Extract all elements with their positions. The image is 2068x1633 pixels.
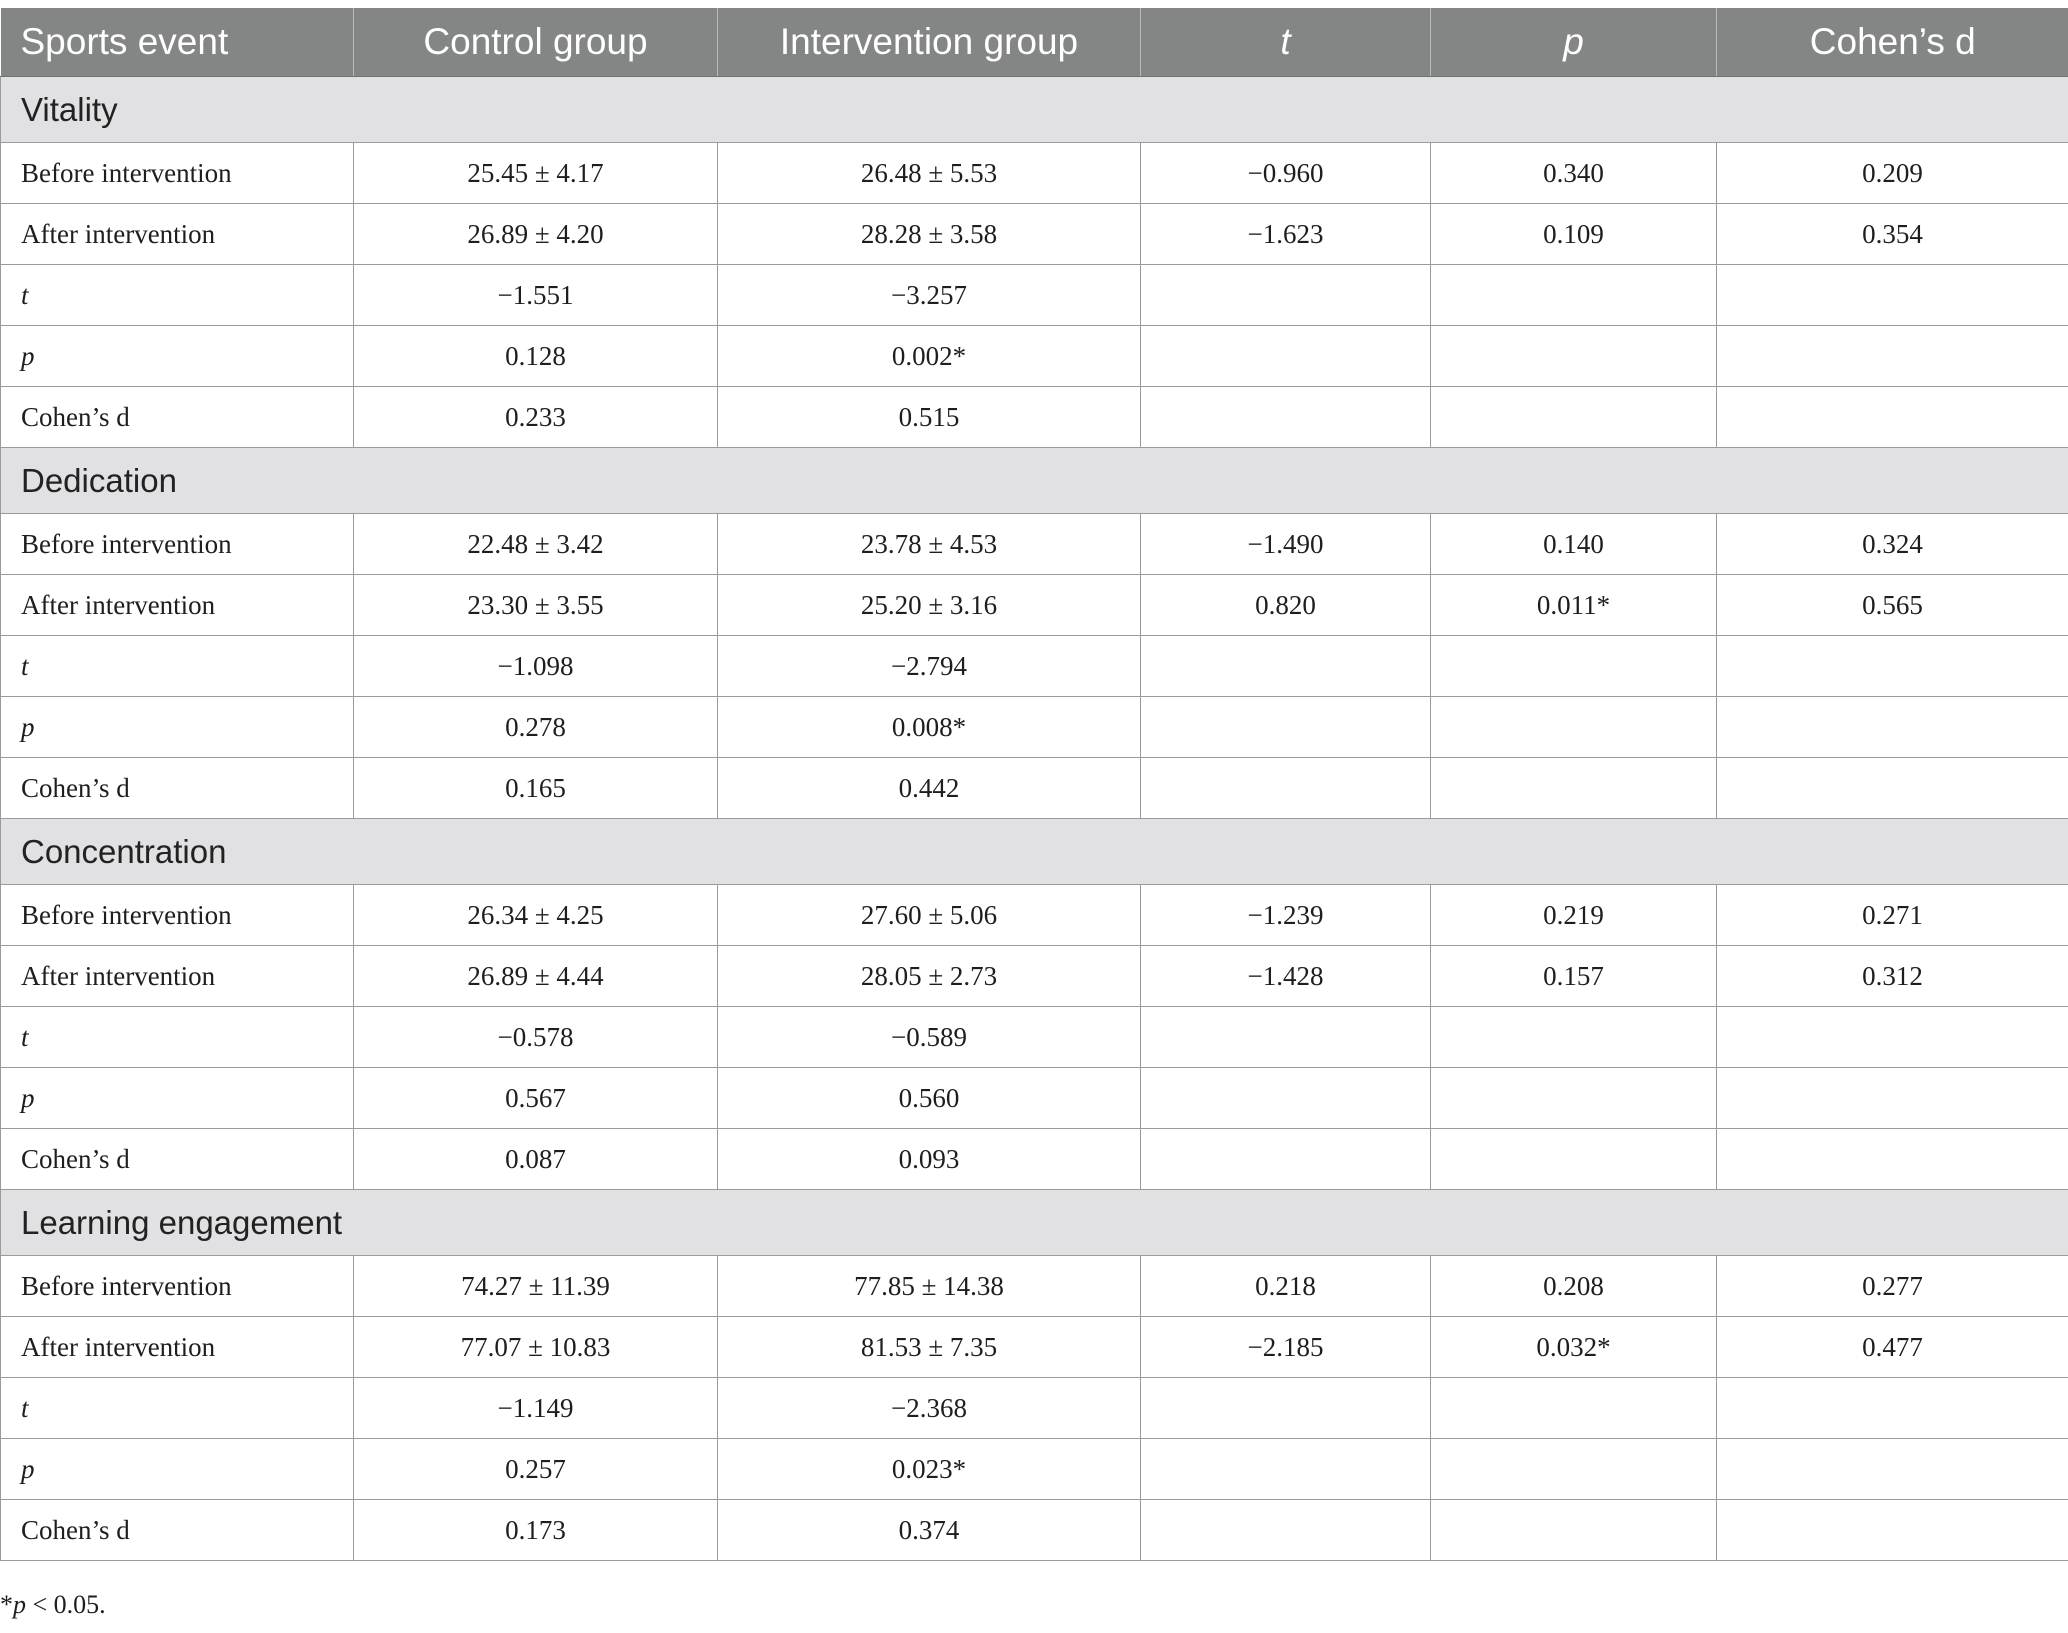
row-label: After intervention xyxy=(1,1317,354,1378)
t-cell: −1.490 xyxy=(1141,514,1431,575)
row-label: Before intervention xyxy=(1,885,354,946)
t-cell: 0.218 xyxy=(1141,1256,1431,1317)
intervention-cell: 0.442 xyxy=(718,758,1141,819)
t-cell xyxy=(1141,1129,1431,1190)
header-control-group: Control group xyxy=(354,8,718,77)
table-row xyxy=(1,697,2068,758)
table-row xyxy=(1,1256,2068,1317)
row-label: t xyxy=(1,1378,354,1439)
results-table xyxy=(0,8,2068,1561)
t-cell: −2.185 xyxy=(1141,1317,1431,1378)
p-cell xyxy=(1431,1500,1717,1561)
row-label: t xyxy=(1,1007,354,1068)
header-cohens-d: Cohen’s d xyxy=(1717,8,2068,77)
t-cell xyxy=(1141,636,1431,697)
intervention-cell: 0.023* xyxy=(718,1439,1141,1500)
table-row xyxy=(1,1068,2068,1129)
table-header xyxy=(1,8,2068,77)
cohens-d-cell xyxy=(1717,636,2068,697)
p-cell: 0.140 xyxy=(1431,514,1717,575)
intervention-cell: 0.374 xyxy=(718,1500,1141,1561)
cohens-d-cell xyxy=(1717,1378,2068,1439)
table-row xyxy=(1,636,2068,697)
intervention-cell: 81.53 ± 7.35 xyxy=(718,1317,1141,1378)
control-cell: 0.233 xyxy=(354,387,718,448)
p-cell: 0.340 xyxy=(1431,143,1717,204)
row-label: After intervention xyxy=(1,204,354,265)
intervention-cell: 77.85 ± 14.38 xyxy=(718,1256,1141,1317)
table-row xyxy=(1,1378,2068,1439)
header-p: p xyxy=(1431,8,1717,77)
control-cell: 0.278 xyxy=(354,697,718,758)
table-row xyxy=(1,946,2068,1007)
intervention-cell: 0.560 xyxy=(718,1068,1141,1129)
intervention-cell: −2.794 xyxy=(718,636,1141,697)
footnote-p: p xyxy=(13,1590,26,1619)
p-cell: 0.109 xyxy=(1431,204,1717,265)
control-cell: 77.07 ± 10.83 xyxy=(354,1317,718,1378)
cohens-d-cell xyxy=(1717,697,2068,758)
p-cell xyxy=(1431,265,1717,326)
cohens-d-cell: 0.312 xyxy=(1717,946,2068,1007)
t-cell: −1.428 xyxy=(1141,946,1431,1007)
row-label: Cohen’s d xyxy=(1,1129,354,1190)
cohens-d-cell: 0.324 xyxy=(1717,514,2068,575)
footnote-text: < 0.05. xyxy=(26,1590,106,1619)
cohens-d-cell: 0.477 xyxy=(1717,1317,2068,1378)
t-cell: −1.239 xyxy=(1141,885,1431,946)
header-t: t xyxy=(1141,8,1431,77)
table-row xyxy=(1,885,2068,946)
table-row xyxy=(1,204,2068,265)
table-row xyxy=(1,1439,2068,1500)
table-row xyxy=(1,143,2068,204)
p-cell xyxy=(1431,326,1717,387)
table-row xyxy=(1,575,2068,636)
table-row xyxy=(1,1007,2068,1068)
p-cell xyxy=(1431,1068,1717,1129)
t-cell xyxy=(1141,326,1431,387)
control-cell: 0.173 xyxy=(354,1500,718,1561)
t-cell xyxy=(1141,1500,1431,1561)
intervention-cell: −0.589 xyxy=(718,1007,1141,1068)
intervention-cell: −3.257 xyxy=(718,265,1141,326)
section-row xyxy=(1,819,2068,885)
cohens-d-cell: 0.277 xyxy=(1717,1256,2068,1317)
control-cell: 0.128 xyxy=(354,326,718,387)
intervention-cell: 0.002* xyxy=(718,326,1141,387)
intervention-cell: −2.368 xyxy=(718,1378,1141,1439)
section-row xyxy=(1,1190,2068,1256)
intervention-cell: 0.093 xyxy=(718,1129,1141,1190)
t-cell xyxy=(1141,1007,1431,1068)
control-cell: 74.27 ± 11.39 xyxy=(354,1256,718,1317)
p-cell: 0.032* xyxy=(1431,1317,1717,1378)
row-label: Cohen’s d xyxy=(1,387,354,448)
header-row xyxy=(1,8,2068,77)
control-cell: −1.149 xyxy=(354,1378,718,1439)
section-title: Concentration xyxy=(1,819,2068,885)
row-label: Before intervention xyxy=(1,143,354,204)
row-label: After intervention xyxy=(1,946,354,1007)
cohens-d-cell xyxy=(1717,387,2068,448)
footnote-star: * xyxy=(0,1590,13,1619)
t-cell xyxy=(1141,697,1431,758)
header-intervention-group: Intervention group xyxy=(718,8,1141,77)
control-cell: 23.30 ± 3.55 xyxy=(354,575,718,636)
intervention-cell: 25.20 ± 3.16 xyxy=(718,575,1141,636)
control-cell: 22.48 ± 3.42 xyxy=(354,514,718,575)
row-label: After intervention xyxy=(1,575,354,636)
cohens-d-cell xyxy=(1717,1439,2068,1500)
footnote xyxy=(0,1590,106,1620)
t-cell xyxy=(1141,1378,1431,1439)
cohens-d-cell: 0.271 xyxy=(1717,885,2068,946)
intervention-cell: 28.28 ± 3.58 xyxy=(718,204,1141,265)
table-row xyxy=(1,265,2068,326)
row-label: Cohen’s d xyxy=(1,758,354,819)
cohens-d-cell: 0.209 xyxy=(1717,143,2068,204)
control-cell: −1.098 xyxy=(354,636,718,697)
t-cell: −1.623 xyxy=(1141,204,1431,265)
control-cell: −1.551 xyxy=(354,265,718,326)
p-cell: 0.219 xyxy=(1431,885,1717,946)
p-cell xyxy=(1431,697,1717,758)
cohens-d-cell xyxy=(1717,1129,2068,1190)
table-row xyxy=(1,758,2068,819)
t-cell: 0.820 xyxy=(1141,575,1431,636)
intervention-cell: 27.60 ± 5.06 xyxy=(718,885,1141,946)
cohens-d-cell xyxy=(1717,265,2068,326)
table-row xyxy=(1,514,2068,575)
p-cell xyxy=(1431,1439,1717,1500)
control-cell: −0.578 xyxy=(354,1007,718,1068)
results-table-container xyxy=(0,8,2068,1561)
intervention-cell: 0.008* xyxy=(718,697,1141,758)
row-label: p xyxy=(1,697,354,758)
row-label: p xyxy=(1,1439,354,1500)
p-cell xyxy=(1431,636,1717,697)
table-row xyxy=(1,1129,2068,1190)
control-cell: 26.34 ± 4.25 xyxy=(354,885,718,946)
p-cell xyxy=(1431,758,1717,819)
cohens-d-cell xyxy=(1717,326,2068,387)
p-cell: 0.011* xyxy=(1431,575,1717,636)
table-row xyxy=(1,1317,2068,1378)
section-row xyxy=(1,448,2068,514)
table-row xyxy=(1,387,2068,448)
cohens-d-cell xyxy=(1717,1068,2068,1129)
row-label: Before intervention xyxy=(1,1256,354,1317)
t-cell xyxy=(1141,758,1431,819)
row-label: t xyxy=(1,265,354,326)
p-cell xyxy=(1431,1007,1717,1068)
t-cell: −0.960 xyxy=(1141,143,1431,204)
t-cell xyxy=(1141,1439,1431,1500)
cohens-d-cell xyxy=(1717,1007,2068,1068)
row-label: p xyxy=(1,326,354,387)
p-cell xyxy=(1431,1129,1717,1190)
control-cell: 0.165 xyxy=(354,758,718,819)
control-cell: 0.257 xyxy=(354,1439,718,1500)
cohens-d-cell: 0.354 xyxy=(1717,204,2068,265)
p-cell xyxy=(1431,1378,1717,1439)
section-title: Learning engagement xyxy=(1,1190,2068,1256)
cohens-d-cell xyxy=(1717,758,2068,819)
row-label: t xyxy=(1,636,354,697)
control-cell: 26.89 ± 4.44 xyxy=(354,946,718,1007)
header-sports-event: Sports event xyxy=(1,8,354,77)
intervention-cell: 23.78 ± 4.53 xyxy=(718,514,1141,575)
table-row xyxy=(1,326,2068,387)
control-cell: 25.45 ± 4.17 xyxy=(354,143,718,204)
row-label: p xyxy=(1,1068,354,1129)
t-cell xyxy=(1141,265,1431,326)
t-cell xyxy=(1141,387,1431,448)
intervention-cell: 0.515 xyxy=(718,387,1141,448)
intervention-cell: 26.48 ± 5.53 xyxy=(718,143,1141,204)
control-cell: 0.567 xyxy=(354,1068,718,1129)
row-label: Cohen’s d xyxy=(1,1500,354,1561)
t-cell xyxy=(1141,1068,1431,1129)
table-row xyxy=(1,1500,2068,1561)
intervention-cell: 28.05 ± 2.73 xyxy=(718,946,1141,1007)
table-body xyxy=(1,77,2068,1561)
p-cell: 0.157 xyxy=(1431,946,1717,1007)
control-cell: 0.087 xyxy=(354,1129,718,1190)
p-cell xyxy=(1431,387,1717,448)
cohens-d-cell xyxy=(1717,1500,2068,1561)
p-cell: 0.208 xyxy=(1431,1256,1717,1317)
section-title: Dedication xyxy=(1,448,2068,514)
cohens-d-cell: 0.565 xyxy=(1717,575,2068,636)
row-label: Before intervention xyxy=(1,514,354,575)
section-title: Vitality xyxy=(1,77,2068,143)
control-cell: 26.89 ± 4.20 xyxy=(354,204,718,265)
section-row xyxy=(1,77,2068,143)
